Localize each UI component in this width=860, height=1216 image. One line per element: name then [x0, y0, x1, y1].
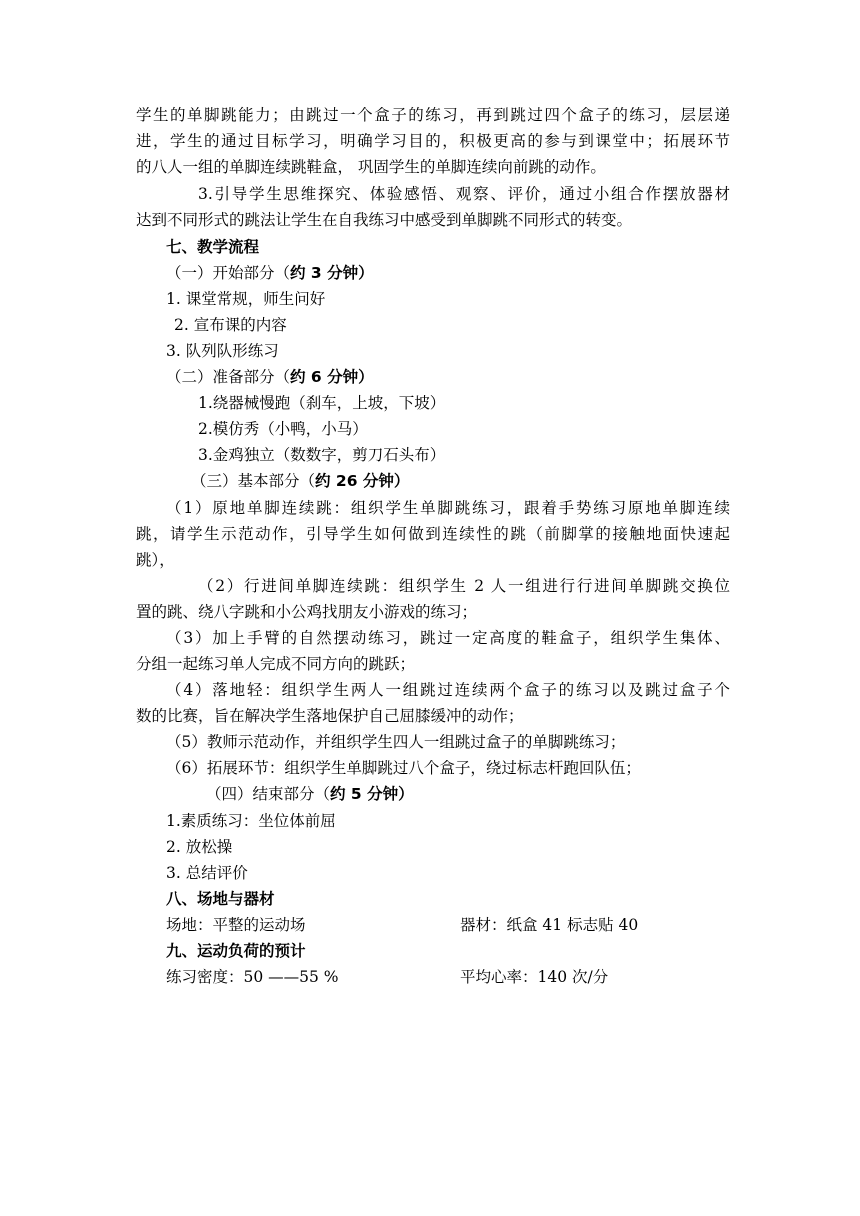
paragraph-line: （5）教师示范动作，并组织学生四人一组跳过盒子的单脚跳练习；	[166, 733, 626, 751]
list-item: 1. 课堂常规，师生问好	[166, 290, 326, 308]
paragraph-line: 置的跳、绕八字跳和小公鸡找朋友小游戏的练习；	[136, 603, 478, 621]
paragraph-line: 的八人一组的单脚连续跳鞋盒， 巩固学生的单脚连续向前跳的动作。	[136, 158, 606, 176]
paragraph-line: 学生的单脚跳能力；由跳过一个盒子的练习，再到跳过四个盒子的练习，层层递	[136, 106, 730, 124]
list-item: 3. 队列队形练习	[166, 342, 279, 360]
part-heading: （二）准备部分（约 6 分钟）	[166, 368, 374, 386]
list-item: 3.金鸡独立（数数字，剪刀石头布）	[198, 446, 446, 464]
part-heading: （四）结束部分（约 5 分钟）	[206, 785, 414, 803]
paragraph-line: 进，学生的通过目标学习，明确学习目的，积极更高的参与到课堂中；拓展环节	[136, 132, 730, 150]
density-text: 练习密度：50 ——55 %	[166, 968, 339, 986]
paragraph-line: 跳），	[136, 551, 175, 569]
venue-text: 场地：平整的运动场	[166, 916, 306, 934]
list-item: 1.绕器械慢跑（刹车，上坡，下坡）	[198, 394, 446, 412]
paragraph-line: 跳，请学生示范动作，引导学生如何做到连续性的跳（前脚掌的接触地面快速起	[136, 525, 730, 543]
paragraph-line: （1）原地单脚连续跳：组织学生单脚跳练习，跟着手势练习原地单脚连续	[166, 499, 730, 517]
equipment-text: 器材：纸盒 41 标志贴 40	[460, 916, 639, 934]
section-heading: 八、场地与器材	[166, 890, 275, 908]
part-heading: （三）基本部分（约 26 分钟）	[191, 472, 410, 490]
part-heading: （一）开始部分（约 3 分钟）	[166, 264, 374, 282]
paragraph-line: 达到不同形式的跳法让学生在自我练习中感受到单脚跳不同形式的转变。	[136, 211, 633, 229]
paragraph-line: 3.引导学生思维探究、体验感悟、观察、评价，通过小组合作摆放器材	[198, 185, 730, 203]
paragraph-line: （2）行进间单脚连续跳：组织学生 2 人一组进行行进间单脚跳交换位	[198, 577, 730, 595]
paragraph-line: （6）拓展环节：组织学生单脚跳过八个盒子，绕过标志杆跑回队伍；	[166, 759, 641, 777]
paragraph-line: （4）落地轻：组织学生两人一组跳过连续两个盒子的练习以及跳过盒子个	[166, 681, 730, 699]
list-item: 2.模仿秀（小鸭，小马）	[198, 420, 368, 438]
list-item: 2. 宣布课的内容	[174, 316, 287, 334]
section-heading: 九、运动负荷的预计	[166, 942, 306, 960]
list-item: 2. 放松操	[166, 838, 233, 856]
paragraph-line: （3）加上手臂的自然摆动练习，跳过一定高度的鞋盒子，组织学生集体、	[166, 629, 730, 647]
section-heading: 七、教学流程	[166, 238, 260, 256]
list-item: 1.素质练习：坐位体前屈	[166, 812, 336, 830]
list-item: 3. 总结评价	[166, 864, 248, 882]
paragraph-line: 分组一起练习单人完成不同方向的跳跃；	[136, 655, 416, 673]
heart-rate-text: 平均心率：140 次/分	[460, 968, 609, 986]
paragraph-line: 数的比赛，旨在解决学生落地保护自己屈膝缓冲的动作；	[136, 707, 524, 725]
